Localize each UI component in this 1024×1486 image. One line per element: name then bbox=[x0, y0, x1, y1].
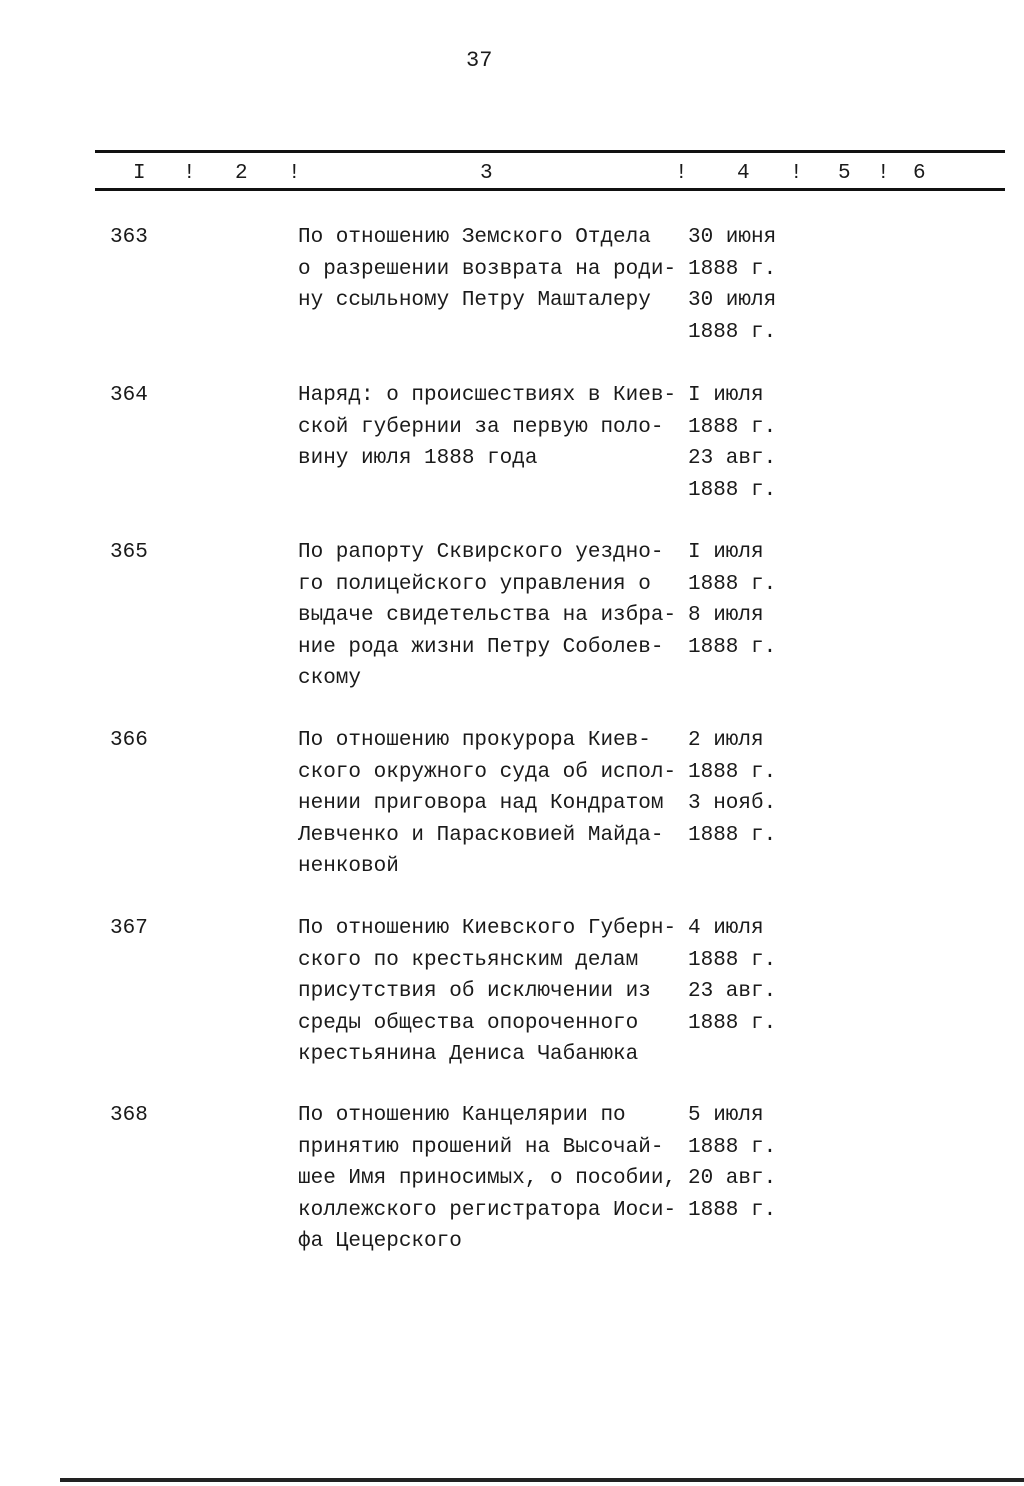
entry-dates bbox=[688, 725, 776, 851]
entry-dates bbox=[688, 1100, 776, 1226]
entry-description bbox=[298, 222, 676, 317]
entry-dates bbox=[688, 380, 776, 506]
header-bottom-rule bbox=[95, 188, 1005, 191]
date-line: 1888 г. bbox=[688, 1198, 777, 1222]
date-line: 1888 г. bbox=[688, 572, 777, 596]
col-1: I bbox=[133, 162, 146, 185]
date-line: I июля bbox=[688, 384, 764, 407]
description-line: крестьянина Дениса Чабанюка bbox=[298, 1043, 639, 1066]
description-line: Наряд: о происшествиях в Киев- bbox=[298, 384, 677, 407]
date-line: 1888 г. bbox=[688, 948, 777, 972]
col-2: 2 bbox=[235, 162, 248, 185]
description-line: коллежского регистратора Иоси- bbox=[298, 1198, 677, 1222]
header-top-rule bbox=[95, 150, 1005, 153]
col-5: 5 bbox=[838, 162, 851, 185]
date-line: 1888 г. bbox=[688, 1011, 777, 1035]
description-line: По отношению Канцелярии по bbox=[298, 1104, 626, 1127]
description-line: вину июля 1888 года bbox=[298, 447, 538, 470]
description-line: По рапорту Сквирского уездно- bbox=[298, 541, 664, 564]
description-line: По отношению прокурора Киев- bbox=[298, 729, 651, 752]
date-line: 3 нояб. bbox=[688, 792, 777, 815]
col-4: 4 bbox=[737, 162, 750, 185]
description-line: Левченко и Парасковией Майда- bbox=[298, 823, 664, 847]
date-line: 30 июля bbox=[688, 289, 777, 312]
date-line: 8 июля bbox=[688, 604, 764, 627]
date-line: 1888 г. bbox=[688, 320, 777, 344]
entry-description bbox=[298, 537, 676, 695]
date-line: 23 авг. bbox=[688, 980, 777, 1003]
entry-number: 366 bbox=[110, 729, 148, 752]
description-line: скому bbox=[298, 667, 362, 690]
description-line: По отношению Земского Отдела bbox=[298, 226, 651, 249]
col-sep: ! bbox=[877, 162, 890, 185]
entry-number: 363 bbox=[110, 226, 148, 249]
description-line: среды общества опороченного bbox=[298, 1011, 639, 1035]
entry-dates bbox=[688, 222, 776, 348]
entry-number: 367 bbox=[110, 917, 148, 940]
date-line: 1888 г. bbox=[688, 478, 777, 502]
bottom-edge bbox=[60, 1478, 1024, 1482]
description-line: шее Имя приносимых, о пособии, bbox=[298, 1167, 677, 1190]
col-6: 6 bbox=[913, 162, 926, 185]
entry-description bbox=[298, 913, 676, 1071]
description-line: По отношению Киевского Губерн- bbox=[298, 917, 677, 940]
col-sep: ! bbox=[288, 162, 301, 185]
date-line: 1888 г. bbox=[688, 257, 777, 281]
description-line: ского окружного суда об испол- bbox=[298, 760, 677, 784]
description-line: выдаче свидетельства на избра- bbox=[298, 604, 677, 627]
description-line: присутствия об исключении из bbox=[298, 980, 651, 1003]
description-line: го полицейского управления о bbox=[298, 572, 651, 596]
entry-number: 364 bbox=[110, 384, 148, 407]
description-line: ского по крестьянским делам bbox=[298, 948, 639, 972]
date-line: 2 июля bbox=[688, 729, 764, 752]
description-line: фа Цецерского bbox=[298, 1230, 462, 1253]
date-line: I июля bbox=[688, 541, 764, 564]
page-number: 37 bbox=[466, 48, 493, 73]
date-line: 30 июня bbox=[688, 226, 777, 249]
col-3: 3 bbox=[480, 162, 493, 185]
date-line: 5 июля bbox=[688, 1104, 764, 1127]
date-line: 1888 г. bbox=[688, 823, 777, 847]
description-line: ской губернии за первую поло- bbox=[298, 415, 664, 439]
date-line: 23 авг. bbox=[688, 447, 777, 470]
description-line: ну ссыльному Петру Машталеру bbox=[298, 289, 651, 312]
entry-number: 368 bbox=[110, 1104, 148, 1127]
description-line: нении приговора над Кондратом bbox=[298, 792, 664, 815]
description-line: ние рода жизни Петру Соболев- bbox=[298, 635, 664, 659]
entry-description bbox=[298, 1100, 676, 1258]
date-line: 1888 г. bbox=[688, 1135, 777, 1159]
col-sep: ! bbox=[183, 162, 196, 185]
date-line: 20 авг. bbox=[688, 1167, 777, 1190]
entry-number: 365 bbox=[110, 541, 148, 564]
entry-dates bbox=[688, 913, 776, 1039]
col-sep: ! bbox=[675, 162, 688, 185]
description-line: принятию прошений на Высочай- bbox=[298, 1135, 664, 1159]
description-line: ненковой bbox=[298, 855, 399, 878]
entry-description bbox=[298, 725, 676, 883]
date-line: 1888 г. bbox=[688, 635, 777, 659]
date-line: 4 июля bbox=[688, 917, 764, 940]
entry-description bbox=[298, 380, 676, 475]
col-sep: ! bbox=[790, 162, 803, 185]
description-line: о разрешении возврата на роди- bbox=[298, 257, 677, 281]
entry-dates bbox=[688, 537, 776, 663]
date-line: 1888 г. bbox=[688, 415, 777, 439]
date-line: 1888 г. bbox=[688, 760, 777, 784]
